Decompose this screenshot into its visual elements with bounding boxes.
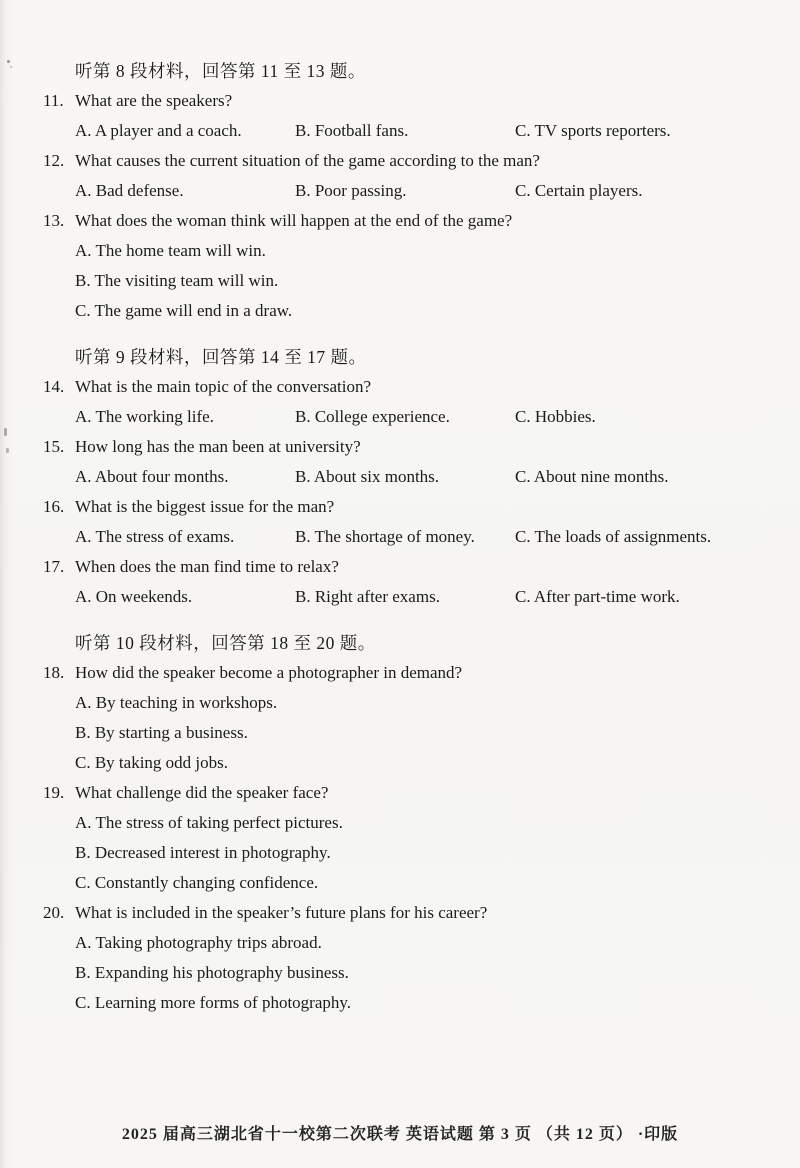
question-text: What challenge did the speaker face?: [75, 783, 329, 802]
question-11: [43, 86, 782, 116]
option-c: C. By taking odd jobs.: [75, 753, 229, 772]
question-16-options: [43, 522, 782, 552]
question-17: [43, 552, 782, 582]
option-b: B. By starting a business.: [75, 723, 248, 742]
question-number: 17.: [43, 557, 65, 576]
question-number: 11.: [43, 91, 64, 110]
question-text: What is the main topic of the conversation?: [75, 377, 371, 396]
option-b: B. Football fans.: [295, 121, 409, 140]
question-text: What causes the current situation of the game according to the man?: [75, 151, 540, 170]
question-text: What does the woman think will happen at the end of the game?: [75, 211, 513, 230]
question-18: [43, 658, 782, 688]
option-b: B. About six months.: [295, 467, 440, 486]
question-number: 16.: [43, 497, 65, 516]
question-text: What is included in the speaker’s future plans for his career?: [75, 903, 488, 922]
option-b: B. Decreased interest in photography.: [75, 843, 331, 862]
section-header-8: 听第 8 段材料，回答第 11 至 13 题。: [75, 61, 366, 81]
option-a: A. The stress of exams.: [75, 527, 235, 546]
question-13: [43, 206, 782, 236]
option-b: B. College experience.: [295, 407, 450, 426]
question-number: 13.: [43, 211, 65, 230]
question-number: 18.: [43, 663, 65, 682]
option-c: C. The game will end in a draw.: [75, 301, 293, 320]
option-c: C. Learning more forms of photography.: [75, 993, 352, 1012]
option-b: B. Expanding his photography business.: [75, 963, 349, 982]
option-b: B. Right after exams.: [295, 587, 440, 606]
option-c: C. The loads of assignments.: [515, 527, 712, 546]
option-a: A. The stress of taking perfect pictures.: [75, 813, 343, 832]
option-c: C. About nine months.: [515, 467, 669, 486]
question-text: How long has the man been at university?: [75, 437, 361, 456]
option-a: A. About four months.: [75, 467, 229, 486]
option-a: A. Taking photography trips abroad.: [75, 933, 322, 952]
option-a: A. Bad defense.: [75, 181, 184, 200]
question-16: [43, 492, 782, 522]
question-15-options: [43, 462, 782, 492]
section-header-10: 听第 10 段材料，回答第 18 至 20 题。: [75, 633, 376, 653]
question-11-options: [43, 116, 782, 146]
option-c: C. Hobbies.: [515, 407, 596, 426]
question-14: [43, 372, 782, 402]
option-a: A. A player and a coach.: [75, 121, 242, 140]
question-number: 20.: [43, 903, 65, 922]
question-20: [43, 898, 782, 928]
question-number: 15.: [43, 437, 65, 456]
question-12-options: [43, 176, 782, 206]
question-text: What are the speakers?: [75, 91, 233, 110]
question-text: How did the speaker become a photographer in demand?: [75, 663, 463, 682]
option-c: C. After part-time work.: [515, 587, 680, 606]
option-b: B. The shortage of money.: [295, 527, 475, 546]
option-a: A. By teaching in workshops.: [75, 693, 278, 712]
question-number: 19.: [43, 783, 65, 802]
question-text: When does the man find time to relax?: [75, 557, 339, 576]
question-12: [43, 146, 782, 176]
option-a: A. The home team will win.: [75, 241, 266, 260]
question-number: 12.: [43, 151, 65, 170]
question-17-options: [43, 582, 782, 612]
section-header-9: 听第 9 段材料，回答第 14 至 17 题。: [75, 347, 367, 367]
question-14-options: [43, 402, 782, 432]
question-15: [43, 432, 782, 462]
option-c: C. Certain players.: [515, 181, 643, 200]
question-number: 14.: [43, 377, 65, 396]
question-19: [43, 778, 782, 808]
option-a: A. The working life.: [75, 407, 214, 426]
option-c: C. Constantly changing confidence.: [75, 873, 319, 892]
option-c: C. TV sports reporters.: [515, 121, 671, 140]
option-b: B. Poor passing.: [295, 181, 407, 200]
question-text: What is the biggest issue for the man?: [75, 497, 335, 516]
page-footer: 2025 届高三湖北省十一校第二次联考 英语试题 第 3 页 （共 12 页） ·印版: [121, 1126, 679, 1143]
option-a: A. On weekends.: [75, 587, 193, 606]
option-b: B. The visiting team will win.: [75, 271, 279, 290]
